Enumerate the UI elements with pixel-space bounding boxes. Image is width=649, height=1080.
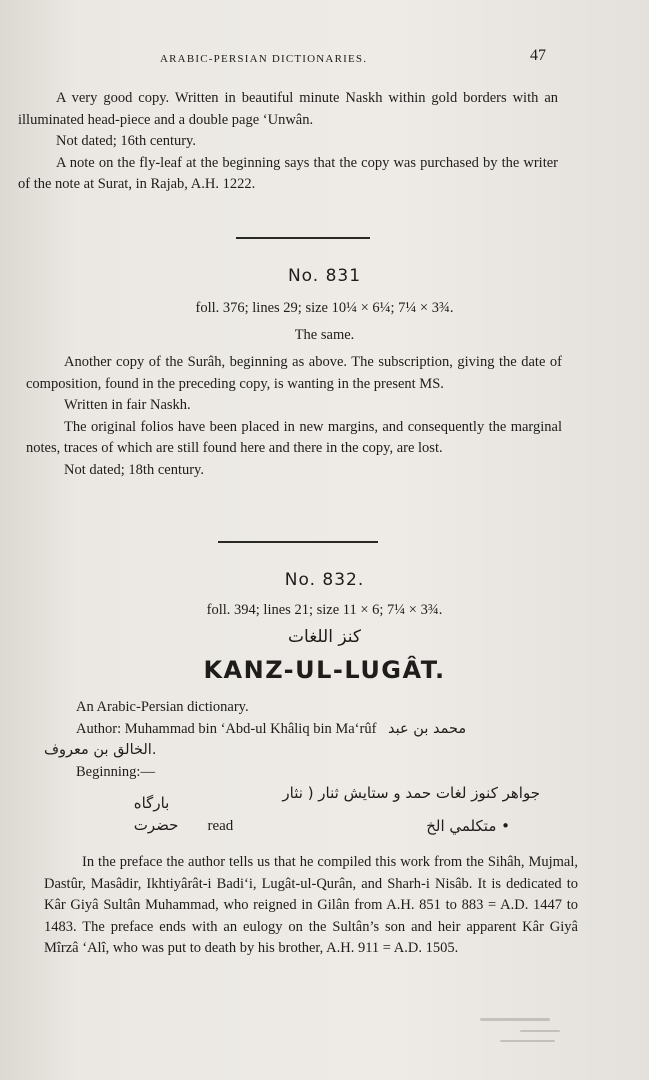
beginning-arabic-3: متكلمي الخ • <box>426 817 510 835</box>
paragraph: A note on the fly-leaf at the beginning says that the copy was purchased by the writer of the note at Surat, in Rajab, A.H. 1222. <box>18 154 558 192</box>
page-header <box>0 47 649 70</box>
paragraph: The original folios have been placed in new margins, and consequently the marginal notes, traces of which are still found here and there in the copy, are lost. <box>26 418 562 456</box>
paragraph: In the preface the author tells us that he compiled this work from the Sihâh, Mujmal, Dastûr, Masâdir, Ikhtiyârât-i Badi‘i, Lugât-ul-Qurân, and Sharh-i Nisâb. It is dedicated to Kâr Giyâ Sultân Muhammad, who reigned in Gilân from A.H. 851 to 883 = A.D. 1447 to 1483. The preface ends with an eulogy on the Sultân’s son and heir apparent Kâr Giyâ Mîrzâ ‘Alî, who was put to death by his brother, A.H. 911 = A.D. 1505. <box>44 854 578 956</box>
author-arabic-2: الخالق بن معروف. <box>44 742 157 758</box>
paragraph: Not dated; 18th century. <box>64 461 204 478</box>
beginning-label: Beginning:— <box>76 763 155 780</box>
work-title: KANZ-UL-LUGÂT. <box>203 656 446 684</box>
section-previous-entry <box>18 88 558 196</box>
entry-832-preface <box>44 852 578 960</box>
collation-832: foll. 394; lines 21; size 11 × 6; 7¼ × 3¾. <box>206 602 443 618</box>
entry-number-831: No. 831 <box>287 266 362 286</box>
paragraph: A very good copy. Written in beautiful minute Naskh within gold borders with an illuminated head-piece and a double page ‘Unwân. <box>18 90 558 128</box>
page-number: 47 <box>530 47 546 64</box>
entry-number-832: No. 832. <box>284 570 365 590</box>
paragraph: Not dated; 16th century. <box>56 133 196 149</box>
description: An Arabic-Persian dictionary. <box>76 699 249 715</box>
divider-rule <box>218 541 378 543</box>
paragraph: Another copy of the Surâh, beginning as above. The subscription, giving the date of composition, found in the preceding copy, is wanting in the present MS. <box>26 354 562 392</box>
read-note: read <box>207 818 234 834</box>
beginning-arabic: جواهر كنوز لغات حمد و ستايش ثنار ( نثار <box>282 784 540 802</box>
paragraph: Written in fair Naskh. <box>64 397 191 413</box>
entry-832-details <box>44 697 564 783</box>
paper-mark <box>480 1018 550 1021</box>
beginning-arabic-2: بارگاه حضرت <box>133 794 179 834</box>
collation-831: foll. 376; lines 29; size 10¼ × 6¼; 7¼ × 3¾. <box>195 300 454 316</box>
running-head: ARABIC-PERSIAN DICTIONARIES. <box>160 53 368 65</box>
paper-mark <box>520 1030 560 1032</box>
paper-mark <box>500 1040 555 1042</box>
same-note: The same. <box>294 327 355 343</box>
author-label: Author: Muhammad bin ‘Abd-ul Khâliq bin Ma‘rûf <box>76 720 377 737</box>
beginning-arabic-line3 <box>0 817 510 836</box>
entry-831-body <box>26 352 562 481</box>
author-arabic: محمد بن عبد <box>388 720 467 737</box>
divider-rule <box>236 237 370 239</box>
author-line <box>44 719 564 741</box>
author-arabic-continued <box>44 740 564 762</box>
arabic-title: كنز اللغات <box>288 627 361 647</box>
